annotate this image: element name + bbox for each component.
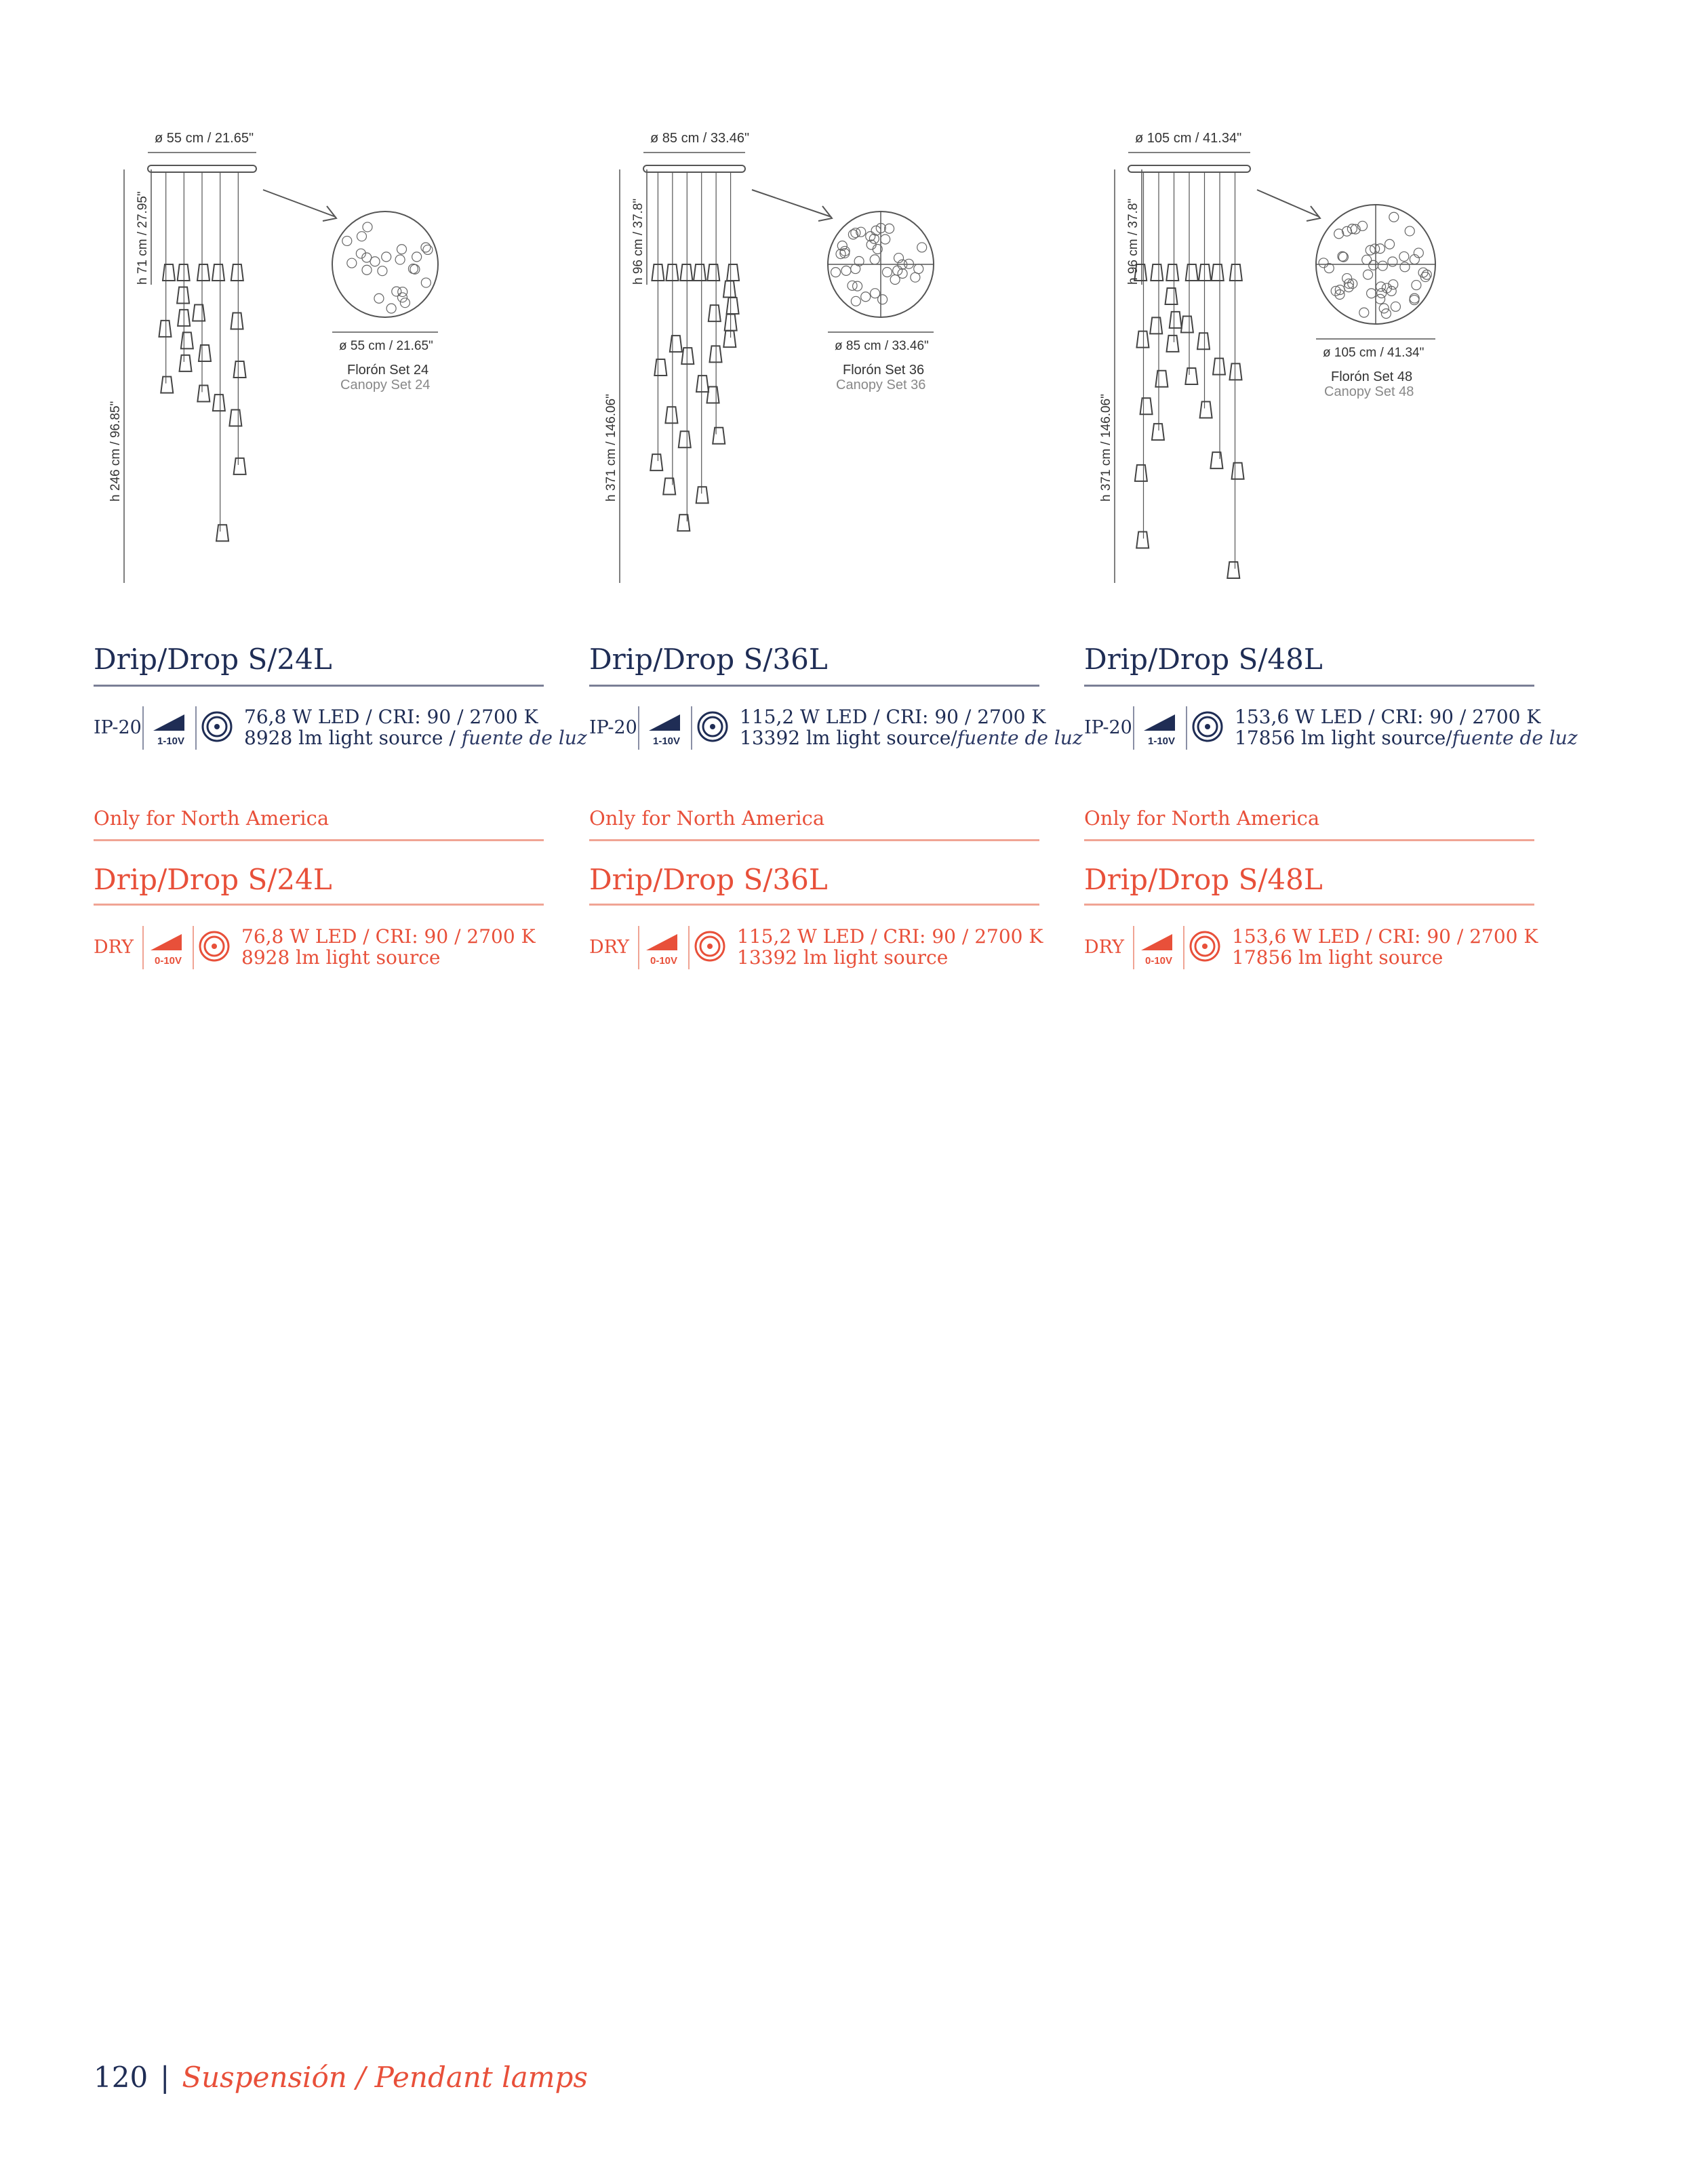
technical-drawing	[1084, 122, 1505, 596]
ip-rating: IP-20	[589, 717, 637, 738]
title-rule	[1084, 685, 1534, 687]
top-dimension: ø 105 cm / 41.34"	[1135, 131, 1242, 146]
page-footer	[94, 2061, 588, 2094]
light-source-icon	[1189, 930, 1221, 963]
svg-text:1-10V: 1-10V	[157, 735, 185, 747]
canopy-label-es: Florón Set 24	[347, 363, 429, 378]
north-america-label: Only for North America	[589, 807, 825, 830]
product-title: Drip/Drop S/48L	[1084, 643, 1323, 676]
title-rule	[589, 685, 1039, 687]
north-america-label: Only for North America	[94, 807, 330, 830]
spec-line-2: 8928 lm light source / fuente de luz	[244, 727, 587, 749]
spec-line-2: 13392 lm light source/fuente de luz	[740, 727, 1083, 749]
ip-rating: IP-20	[94, 717, 142, 738]
na-title-rule	[1084, 904, 1534, 906]
spec-line-1: 76,8 W LED / CRI: 90 / 2700 K	[244, 706, 538, 728]
divider	[1133, 706, 1134, 750]
divider	[638, 926, 639, 969]
spec-row	[1084, 704, 1578, 751]
na-rule	[1084, 839, 1534, 841]
canopy-label-en: Canopy Set 24	[340, 378, 431, 392]
spec-line-1: 115,2 W LED / CRI: 90 / 2700 K	[740, 706, 1046, 728]
na-spec-line-2: 17856 lm light source	[1232, 946, 1443, 969]
divider	[1133, 926, 1134, 969]
canopy-label-en: Canopy Set 36	[836, 378, 926, 392]
light-source-icon	[201, 710, 233, 743]
dimmer-ramp-icon	[643, 927, 684, 968]
svg-text:1-10V: 1-10V	[1147, 735, 1176, 747]
divider	[142, 706, 144, 750]
na-spec-text	[737, 926, 1043, 968]
height-short-dimension: h 96 cm / 37.8"	[1126, 198, 1140, 285]
title-rule	[94, 685, 544, 687]
top-dimension: ø 55 cm / 21.65"	[155, 131, 254, 146]
na-ip-rating: DRY	[1084, 937, 1124, 958]
svg-text:0-10V: 0-10V	[154, 955, 182, 967]
na-spec-line-1: 153,6 W LED / CRI: 90 / 2700 K	[1232, 925, 1538, 948]
divider	[142, 926, 144, 969]
na-title-rule	[94, 904, 544, 906]
spec-text	[244, 706, 587, 748]
na-product-title: Drip/Drop S/36L	[589, 863, 828, 896]
spec-line-2: 17856 lm light source/fuente de luz	[1235, 727, 1578, 749]
technical-drawing	[94, 122, 514, 596]
na-rule	[94, 839, 544, 841]
north-america-label: Only for North America	[1084, 807, 1320, 830]
na-product-title: Drip/Drop S/48L	[1084, 863, 1323, 896]
divider	[195, 706, 197, 750]
spec-text	[1235, 706, 1578, 748]
na-spec-line-1: 76,8 W LED / CRI: 90 / 2700 K	[241, 925, 536, 948]
product-title: Drip/Drop S/24L	[94, 643, 332, 676]
na-spec-line-2: 8928 lm light source	[241, 946, 441, 969]
svg-text:0-10V: 0-10V	[650, 955, 678, 967]
divider	[1183, 926, 1184, 969]
na-title-rule	[589, 904, 1039, 906]
height-total-dimension: h 246 cm / 96.85"	[108, 401, 123, 502]
na-spec-text	[241, 926, 535, 968]
canopy-label-es: Florón Set 36	[843, 363, 925, 378]
dimmer-ramp-icon	[148, 927, 188, 968]
canopy-label-es: Florón Set 48	[1331, 369, 1413, 384]
light-source-icon	[198, 930, 231, 963]
section-title: Suspensión / Pendant lamps	[182, 2061, 588, 2094]
divider	[688, 926, 690, 969]
dimmer-ramp-icon	[646, 708, 687, 748]
top-dimension: ø 85 cm / 33.46"	[650, 131, 750, 146]
height-short-dimension: h 71 cm / 27.95"	[136, 191, 150, 285]
svg-text:1-10V: 1-10V	[652, 735, 681, 747]
na-spec-line-2: 13392 lm light source	[737, 946, 949, 969]
dimmer-ramp-icon	[151, 708, 191, 748]
na-spec-text	[1232, 926, 1538, 968]
ip-rating: IP-20	[1084, 717, 1132, 738]
light-source-icon	[696, 710, 729, 743]
spec-line-2-italic: fuente de luz	[1452, 727, 1578, 749]
canopy-dimension: ø 85 cm / 33.46"	[835, 339, 929, 353]
footer-separator: |	[160, 2061, 170, 2094]
spec-line-2-italic: fuente de luz	[461, 727, 587, 749]
technical-drawing	[589, 122, 1010, 596]
na-product-title: Drip/Drop S/24L	[94, 863, 332, 896]
divider	[193, 926, 194, 969]
na-ip-rating: DRY	[589, 937, 629, 958]
na-spec-row	[1084, 923, 1559, 971]
spec-line-2-italic: fuente de luz	[957, 727, 1083, 749]
divider	[691, 706, 692, 750]
page-number: 120	[94, 2061, 148, 2094]
na-spec-row	[94, 923, 568, 971]
spec-row	[94, 704, 587, 751]
dimmer-ramp-icon	[1138, 927, 1179, 968]
spec-text	[740, 706, 1083, 748]
spec-line-1: 153,6 W LED / CRI: 90 / 2700 K	[1235, 706, 1541, 728]
divider	[1186, 706, 1187, 750]
na-spec-line-1: 115,2 W LED / CRI: 90 / 2700 K	[737, 925, 1043, 948]
spec-row	[589, 704, 1083, 751]
product-title: Drip/Drop S/36L	[589, 643, 828, 676]
canopy-label-en: Canopy Set 48	[1324, 384, 1414, 399]
light-source-icon	[1191, 710, 1224, 743]
canopy-dimension: ø 105 cm / 41.34"	[1323, 346, 1425, 360]
height-short-dimension: h 96 cm / 37.8"	[631, 198, 645, 285]
na-spec-row	[589, 923, 1064, 971]
na-rule	[589, 839, 1039, 841]
canopy-dimension: ø 55 cm / 21.65"	[339, 339, 433, 353]
height-total-dimension: h 371 cm / 146.06"	[1099, 394, 1113, 502]
na-ip-rating: DRY	[94, 937, 134, 958]
divider	[638, 706, 639, 750]
drawing-lines	[1115, 153, 1435, 583]
height-total-dimension: h 371 cm / 146.06"	[604, 394, 618, 502]
svg-text:0-10V: 0-10V	[1144, 955, 1173, 967]
light-source-icon	[694, 930, 726, 963]
dimmer-ramp-icon	[1141, 708, 1182, 748]
